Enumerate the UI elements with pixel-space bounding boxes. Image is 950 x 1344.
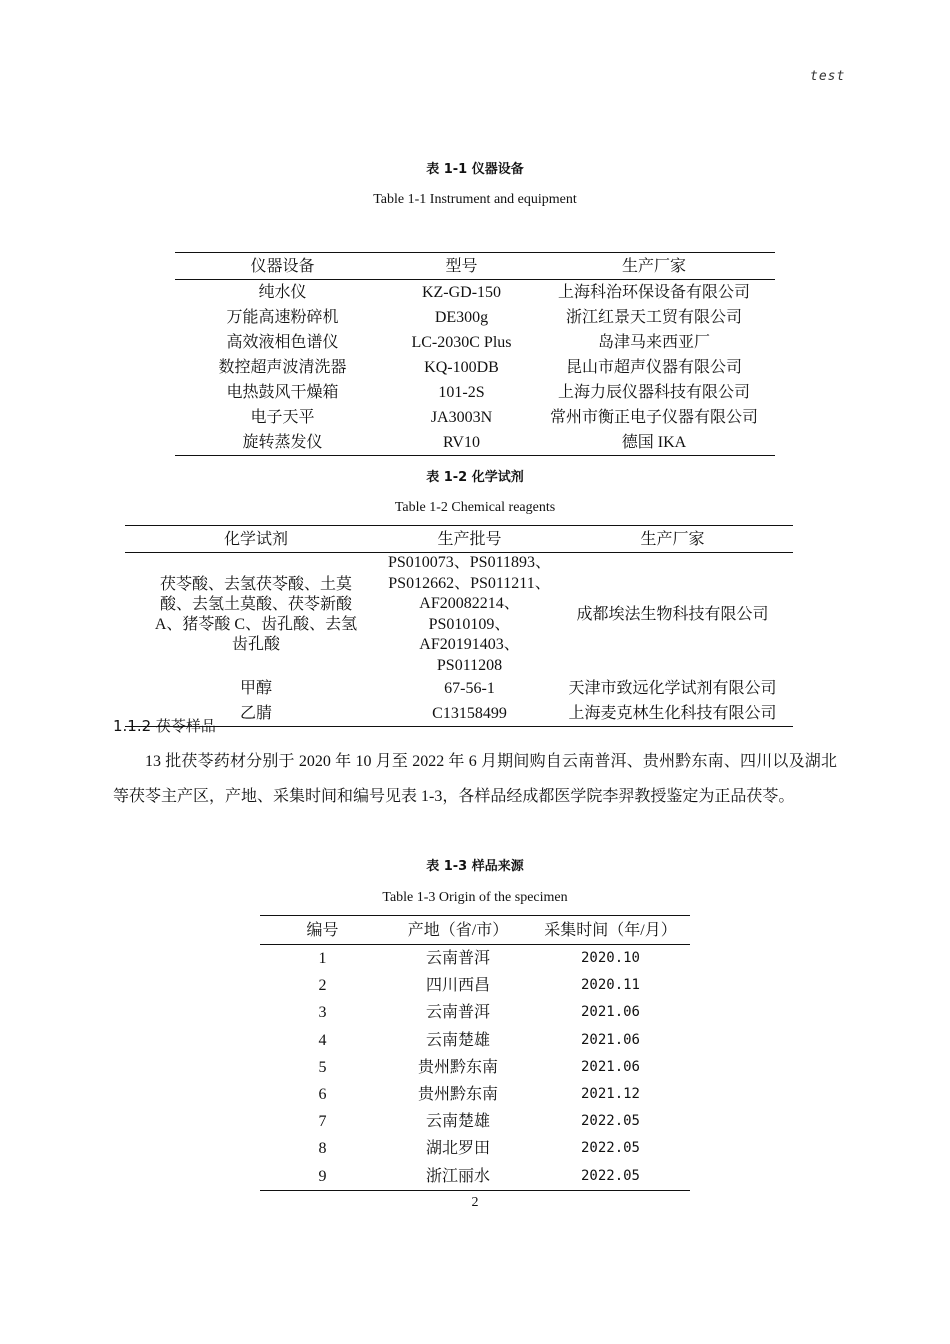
table-cell: 德国 IKA	[621, 434, 687, 451]
table1-caption-en: Table 1-1 Instrument and equipment	[373, 192, 577, 207]
table-header-row	[125, 526, 793, 553]
table-cell: 6	[318, 1086, 327, 1104]
table-cell: 常州市衡正电子仪器有限公司	[549, 409, 758, 426]
table-row	[260, 999, 690, 1026]
table-cell: 7	[318, 1113, 327, 1131]
table-cell: 4	[318, 1031, 327, 1049]
table-cell: 8	[318, 1140, 327, 1158]
table-cell: KQ-100DB	[424, 359, 499, 376]
table-header-row	[175, 253, 775, 280]
table-cell: 3	[318, 1004, 327, 1022]
table-row	[175, 355, 775, 380]
table-cell: 5	[318, 1058, 327, 1076]
table-cell: 昆山市超声仪器有限公司	[565, 359, 742, 376]
table-cell: C13158499	[432, 705, 507, 722]
column-header: 产地（省/市）	[385, 916, 531, 945]
table-row	[175, 405, 775, 430]
table-cell: 云南普洱	[425, 950, 490, 968]
table-row	[260, 1163, 690, 1191]
table-cell: 上海科治环保设备有限公司	[557, 284, 750, 301]
column-header: 生产厂家	[552, 526, 793, 553]
table-cell: 上海力辰仪器科技有限公司	[557, 384, 750, 401]
table-cell: 电热鼓风干燥箱	[226, 384, 339, 401]
column-header: 生产厂家	[533, 253, 775, 280]
reagent-line: A、猪苓酸 C、齿孔酸、去氢	[154, 615, 358, 633]
table-cell: 2021.06	[580, 1004, 640, 1021]
column-header: 采集时间（年/月）	[531, 916, 690, 945]
table2-caption-zh: 表 1-2 化学试剂	[426, 470, 524, 485]
page-number: 2	[471, 1195, 479, 1210]
table3-caption-en: Table 1-3 Origin of the specimen	[382, 890, 568, 905]
table-row	[260, 1135, 690, 1162]
table-cell: 2022.05	[580, 1167, 640, 1184]
table-cell: 旋转蒸发仪	[242, 434, 323, 451]
table2-caption-en: Table 1-2 Chemical reagents	[394, 500, 556, 515]
table-row	[125, 676, 793, 701]
batch-line: PS012662、PS011211、	[388, 574, 551, 592]
reagent-line: 茯苓酸、去氢茯苓酸、土莫	[159, 575, 352, 593]
table-row	[260, 945, 690, 973]
table-cell: 云南普洱	[425, 1004, 490, 1022]
table-cell: DE300g	[434, 309, 489, 326]
table-row	[260, 972, 690, 999]
table-cell: 乙腈	[239, 705, 272, 722]
table-header-row	[260, 916, 690, 945]
table-cell: 1	[318, 950, 327, 968]
reagent-cell	[125, 553, 387, 677]
table-cell: 电子天平	[250, 409, 315, 426]
table-cell: RV10	[443, 434, 480, 451]
table-row	[175, 330, 775, 355]
column-header: 生产批号	[387, 526, 552, 553]
table-cell: 2	[318, 977, 327, 995]
table-cell: 四川西昌	[425, 977, 490, 995]
table-cell: KZ-GD-150	[421, 284, 502, 301]
table-cell: 2021.12	[580, 1086, 640, 1103]
running-header-tag: test	[810, 69, 846, 84]
table-cell: 2022.05	[580, 1113, 640, 1130]
table-cell: 浙江红景天工贸有限公司	[565, 309, 742, 326]
batch-line: AF20082214、	[419, 595, 520, 612]
table-row	[260, 1081, 690, 1108]
batch-line: PS010109、	[428, 615, 511, 633]
table-cell: 高效液相色谱仪	[226, 334, 339, 351]
reagent-table	[125, 525, 793, 727]
maker-cell: 成都埃法生物科技有限公司	[576, 606, 769, 623]
section-heading: 1.1.2 茯苓样品	[113, 717, 216, 735]
table-cell: 云南楚雄	[425, 1031, 490, 1049]
column-header: 编号	[260, 916, 385, 945]
table-cell: 贵州黔东南	[417, 1086, 498, 1104]
table-cell: 纯水仪	[258, 284, 307, 301]
table1-caption-zh: 表 1-1 仪器设备	[426, 162, 524, 177]
batch-line: PS010073、PS011893、	[387, 554, 551, 571]
table-row	[175, 380, 775, 405]
table-cell: 2020.11	[580, 977, 640, 994]
table-row	[125, 701, 793, 727]
table-cell: 天津市致远化学试剂有限公司	[568, 680, 777, 697]
table-cell: 101-2S	[438, 384, 485, 401]
table-cell: 2021.06	[580, 1058, 640, 1075]
column-header: 型号	[390, 253, 533, 280]
table-cell: 2022.05	[580, 1140, 640, 1157]
specimen-origin-table	[260, 915, 690, 1191]
table-cell: 数控超声波清洗器	[218, 359, 347, 376]
table-cell: 上海麦克林生化科技有限公司	[568, 705, 777, 722]
table-cell: LC-2030C Plus	[411, 334, 512, 351]
instrument-table	[175, 252, 775, 456]
table-cell: 岛津马来西亚厂	[597, 334, 710, 351]
batch-line: AF20191403、PS011208	[419, 636, 520, 674]
reagent-line: 齿孔酸	[231, 635, 280, 653]
table3-caption-zh: 表 1-3 样品来源	[426, 859, 524, 874]
table-cell: 2020.10	[580, 950, 640, 967]
table-row	[260, 1027, 690, 1054]
column-header: 化学试剂	[125, 526, 387, 553]
table-cell: 甲醇	[239, 680, 272, 697]
table-row	[175, 280, 775, 306]
table-cell: 浙江丽水	[425, 1167, 490, 1185]
table-cell: 9	[318, 1167, 327, 1185]
table-row	[175, 305, 775, 330]
table-row	[260, 1054, 690, 1081]
body-paragraph: 13 批茯苓药材分别于 2020 年 10 月至 2022 年 6 月期间购自云南普洱、贵州黔东南、四川以及湖北等茯苓主产区，产地、采集时间和编号见表 1-3，各样品经成都医学院李羿教授鉴定为正品茯苓。	[113, 753, 837, 805]
table-cell: 67-56-1	[444, 680, 495, 697]
table-cell: 2021.06	[580, 1031, 640, 1048]
table-cell: 万能高速粉碎机	[226, 309, 339, 326]
table-row	[175, 430, 775, 456]
reagent-line: 酸、去氢土莫酸、茯苓新酸	[159, 595, 352, 613]
column-header: 仪器设备	[175, 253, 390, 280]
table-row	[260, 1108, 690, 1135]
table-cell: 云南楚雄	[425, 1113, 490, 1131]
table-cell: 贵州黔东南	[417, 1058, 498, 1076]
table-cell: JA3003N	[430, 409, 493, 426]
batch-cell	[387, 553, 552, 677]
table-row	[125, 553, 793, 677]
table-cell: 湖北罗田	[425, 1140, 490, 1158]
